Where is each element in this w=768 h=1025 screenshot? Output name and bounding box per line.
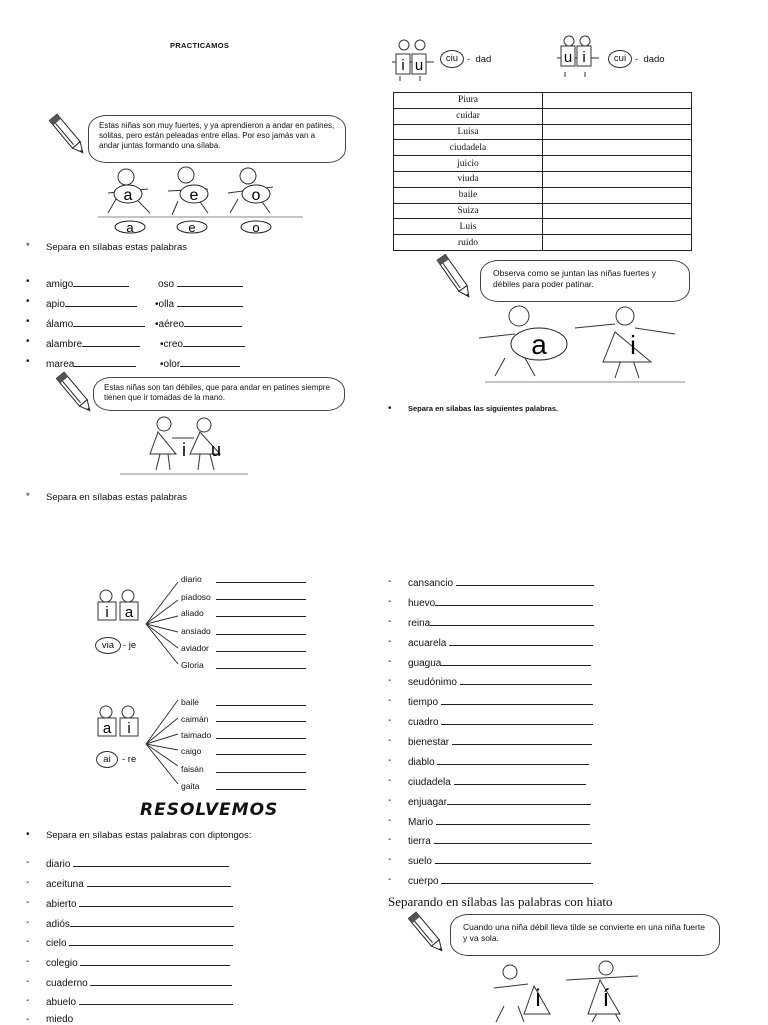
- syllable-rest: - dad: [467, 54, 492, 65]
- list-item: amigo: [46, 277, 129, 290]
- letter-i: i: [127, 720, 131, 737]
- pencil-icon: [48, 110, 88, 160]
- vowel-u: u: [210, 440, 222, 460]
- list-item: diario: [46, 857, 229, 870]
- table-row: ruido: [394, 235, 692, 251]
- girls-iu-illustration: [390, 38, 436, 82]
- list-item: huevo: [408, 596, 593, 609]
- diphthong-ai-diagram: [92, 694, 312, 794]
- list-item: guagua: [408, 656, 591, 669]
- table-row: Piura: [394, 93, 692, 109]
- list-item: ansiado: [181, 626, 211, 636]
- strong-vowels-illustration: [98, 163, 308, 235]
- list-item: Gloria: [181, 660, 204, 670]
- list-item: •olla: [155, 297, 243, 310]
- instruction-2: Separa en sílabas estas palabras: [46, 492, 188, 503]
- svg-text:u: u: [563, 49, 573, 66]
- syllable-rest: - dado: [635, 54, 665, 65]
- table-row: juicio: [394, 156, 692, 172]
- svg-text:u: u: [414, 57, 424, 74]
- list-item: Mario: [408, 815, 590, 828]
- table-row: cuidar: [394, 108, 692, 124]
- list-item: alambre: [46, 337, 140, 350]
- list-item: tiempo: [408, 695, 593, 708]
- speech-bubble-strong: Estas niñas son muy fuertes, y ya aprendieron a andar en patines, solitas, pero están peleadas entre ellas. Por eso jamás van a andar juntas formando una sílaba.: [88, 115, 346, 163]
- list-item: aceituna: [46, 877, 231, 890]
- speech-bubble-hiato: Cuando una niña débil lleva tilde se convierte en una niña fuerte y va sola.: [450, 914, 720, 956]
- bullet: •: [26, 276, 30, 287]
- vowel-e: e: [189, 187, 199, 204]
- syllable-pill: cui: [608, 50, 632, 68]
- list-item: enjuagar: [408, 795, 591, 808]
- list-item: abierto: [46, 897, 233, 910]
- list-item: adiós: [46, 917, 234, 930]
- syllable-table: [393, 92, 692, 251]
- list-item: cuaderno: [46, 976, 232, 989]
- vowel-o: o: [251, 187, 261, 204]
- letter-a: a: [124, 604, 134, 621]
- asterisk-icon: *: [26, 241, 30, 252]
- list-item: oso: [158, 277, 243, 290]
- list-item: álamo: [46, 317, 145, 330]
- page-title: PRACTICAMOS: [170, 41, 230, 50]
- strong-weak-illustration: [475, 304, 690, 386]
- letter-i-accent: í: [602, 985, 610, 1012]
- list-item: marea: [46, 357, 136, 370]
- diphthong-ia-diagram: [92, 574, 312, 674]
- syllable-rest: - je: [123, 640, 137, 651]
- list-item: aviador: [181, 643, 209, 653]
- list-item: taimado: [181, 730, 212, 740]
- list-item: cansancio: [408, 576, 594, 589]
- bullet: •: [26, 356, 30, 367]
- pencil-icon: [433, 251, 477, 303]
- list-item: faisán: [181, 764, 204, 774]
- table-row: baile: [394, 187, 692, 203]
- vowel-a: a: [531, 329, 547, 360]
- svg-text:i: i: [401, 57, 405, 74]
- letter-i: i: [535, 985, 541, 1012]
- list-item: cielo: [46, 936, 233, 949]
- bullet: •: [26, 296, 30, 307]
- syllable-pill: ai: [96, 751, 118, 768]
- list-item: apio: [46, 297, 137, 310]
- list-item: abuelo: [46, 995, 233, 1008]
- section-heading-resolvemos: RESOLVEMOS: [140, 800, 279, 820]
- asterisk-icon: *: [26, 491, 30, 502]
- instruction-1: Separa en sílabas estas palabras: [46, 242, 188, 253]
- list-item: caimán: [181, 714, 209, 724]
- list-item: bienestar: [408, 735, 592, 748]
- list-item: cuadro: [408, 715, 593, 728]
- speech-bubble-mixed: Observa como se juntan las niñas fuertes y débiles para poder patinar.: [480, 260, 690, 302]
- bullet: •: [388, 403, 392, 414]
- syllable-pill: ciu: [440, 50, 464, 68]
- list-item: •aéreo: [155, 317, 242, 330]
- list-item: baile: [181, 697, 199, 707]
- table-row: viuda: [394, 171, 692, 187]
- instruction-4: Separa en sílabas las siguientes palabras.: [408, 404, 559, 413]
- syllable-pill: via: [95, 637, 121, 654]
- list-item: reina: [408, 616, 594, 629]
- hiato-title: Separando en sílabas las palabras con hiato: [388, 894, 613, 909]
- list-item: seudónimo: [408, 675, 592, 688]
- vowel-i: i: [182, 440, 186, 460]
- vowel-o-bottom: o: [252, 220, 260, 235]
- bullet: •: [26, 316, 30, 327]
- list-item: tierra: [408, 834, 592, 847]
- list-item: colegio: [46, 956, 230, 969]
- girls-ui-illustration: [555, 34, 601, 78]
- list-item: •olor: [160, 357, 240, 370]
- list-item: acuarela: [408, 636, 593, 649]
- pencil-icon: [405, 908, 449, 958]
- list-item: aliado: [181, 608, 204, 618]
- list-item: piadoso: [181, 592, 211, 602]
- vowel-e-bottom: e: [188, 220, 196, 235]
- letter-i: i: [105, 604, 109, 621]
- letter-a: a: [102, 720, 112, 737]
- bullet: •: [26, 829, 30, 840]
- bullet: •: [26, 336, 30, 347]
- list-item: miedo: [46, 1014, 74, 1025]
- vowel-i: i: [630, 330, 636, 360]
- weak-vowels-illustration: [120, 414, 250, 480]
- list-item: •creo: [160, 337, 245, 350]
- vowel-a-bottom: a: [126, 220, 134, 235]
- hiato-illustration: [488, 958, 648, 1024]
- list-item: suelo: [408, 854, 591, 867]
- svg-text:i: i: [582, 49, 586, 66]
- list-item: gaita: [181, 781, 200, 791]
- list-item: cuerpo: [408, 874, 593, 887]
- vowel-a: a: [123, 187, 133, 204]
- list-item: ciudadela: [408, 775, 586, 788]
- pencil-icon: [55, 368, 95, 418]
- table-row: Luis: [394, 219, 692, 235]
- list-item: caigo: [181, 746, 202, 756]
- list-item: diablo: [408, 755, 589, 768]
- table-row: ciudadela: [394, 140, 692, 156]
- table-row: Luisa: [394, 124, 692, 140]
- instruction-3: Separa en sílabas estas palabras con diptongos:: [46, 830, 252, 841]
- syllable-rest: - re: [122, 754, 137, 765]
- list-item: diario: [181, 574, 202, 584]
- speech-bubble-weak: Estas niñas son tan débiles, que para andar en patines siempre tienen que ir tomadas de la mano.: [93, 377, 345, 411]
- table-row: Suiza: [394, 203, 692, 219]
